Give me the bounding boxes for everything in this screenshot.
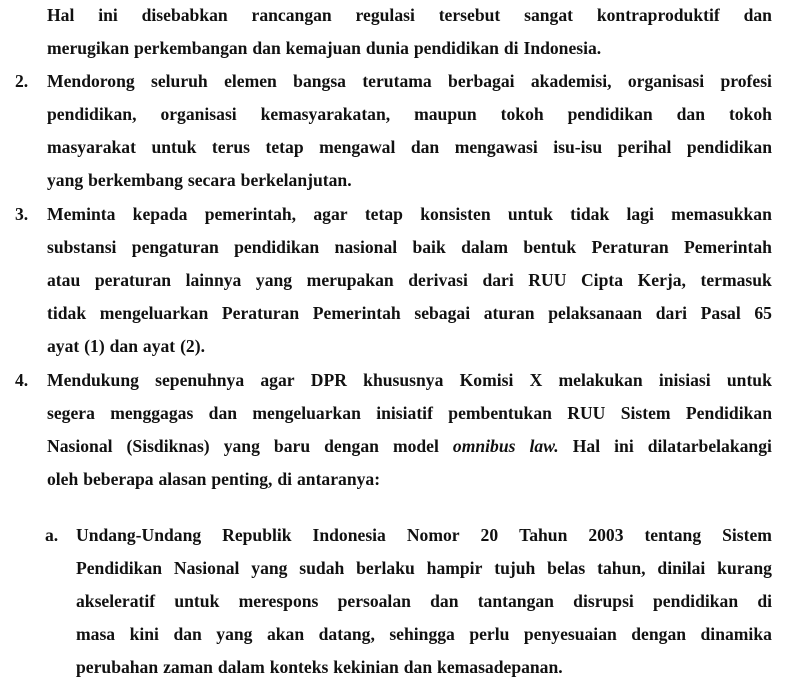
word: substansi (47, 237, 117, 257)
word: bangsa (293, 71, 346, 91)
word: Peraturan (221, 303, 300, 323)
word: alasan (158, 469, 207, 489)
word: disebabkan (141, 5, 228, 25)
word: Sistem (722, 525, 772, 545)
word: baru (273, 436, 311, 456)
word: di (503, 38, 519, 58)
word: penyesuaian (523, 624, 617, 644)
word: sudah (299, 558, 345, 578)
item-number: 2. (15, 71, 29, 91)
word: Nomor (406, 525, 460, 545)
word: pendidikan (567, 104, 653, 124)
word: Peraturan (591, 237, 669, 257)
word: akseleratif (76, 591, 156, 611)
italic-term: omnibus (452, 436, 516, 456)
word: isu-isu (553, 137, 603, 157)
word: RUU (567, 403, 606, 423)
word: inisiatif (376, 403, 433, 423)
word: ayat (142, 336, 176, 356)
word: dan (109, 336, 138, 356)
word: mengeluarkan (99, 303, 209, 323)
word: 65 (754, 303, 772, 323)
word: DPR (310, 370, 347, 390)
word: RUU (528, 270, 567, 290)
word: elemen (224, 71, 277, 91)
word: yang (251, 558, 288, 578)
word: sebagai (414, 303, 471, 323)
word: ini (614, 436, 634, 456)
word: konsisten (420, 204, 491, 224)
word: segera (47, 403, 95, 423)
word: bentuk (523, 237, 577, 257)
text-line (76, 552, 772, 585)
word: agar (260, 370, 295, 390)
word: Republik (222, 525, 292, 545)
word: di (277, 469, 293, 489)
word: seluruh (151, 71, 208, 91)
word: nasional (334, 237, 398, 257)
word: pelaksanaan (548, 303, 643, 323)
text-line (47, 330, 772, 363)
word: yang (216, 624, 253, 644)
word: termasuk (700, 270, 772, 290)
word: tetap (364, 204, 403, 224)
text-line (47, 98, 772, 131)
word: Indonesia. (523, 38, 602, 58)
word: kekinian (333, 657, 399, 677)
word: pendidikan (413, 38, 499, 58)
word: lagi (626, 204, 654, 224)
word: melakukan (558, 370, 643, 390)
word: Hal (47, 5, 75, 25)
word: dan (173, 624, 202, 644)
word: konteks (269, 657, 329, 677)
word: pendidikan (653, 591, 739, 611)
word: Pendidikan (76, 558, 163, 578)
word: di (757, 591, 772, 611)
word: agar (313, 204, 348, 224)
word: untuk (507, 204, 553, 224)
word: berkelanjutan. (240, 170, 352, 190)
word: dalam (217, 657, 265, 677)
word: berlaku (356, 558, 415, 578)
word: 20 (480, 525, 499, 545)
word: regulasi (355, 5, 415, 25)
item-number: 4. (15, 370, 29, 390)
word: mengawasi (454, 137, 538, 157)
text-line (47, 463, 772, 496)
word: disrupsi (573, 591, 634, 611)
word: Pasal (700, 303, 741, 323)
word: kemajuan (285, 38, 361, 58)
word: penting, (211, 469, 273, 489)
word: pendidikan (234, 237, 320, 257)
word: profesi (720, 71, 772, 91)
word: perihal (617, 137, 672, 157)
word: sepenuhnya (155, 370, 245, 390)
word: Pemerintah (684, 237, 772, 257)
word: terutama (362, 71, 432, 91)
text-line (47, 164, 772, 197)
word: yang (47, 170, 84, 190)
word: perkembangan (134, 38, 248, 58)
italic-term: law. (529, 436, 559, 456)
word: kurang (717, 558, 772, 578)
word: dengan (631, 624, 687, 644)
word: atau (47, 270, 81, 290)
word: Sistem (620, 403, 671, 423)
word: dinilai (657, 558, 706, 578)
word: pembentukan (448, 403, 552, 423)
word: lainnya (185, 270, 242, 290)
word: tahun, (597, 558, 646, 578)
text-line (47, 131, 772, 164)
word: merugikan (47, 38, 130, 58)
word: secara (187, 170, 236, 190)
word: tetap (265, 137, 304, 157)
word: mengawal (319, 137, 396, 157)
word: dan (403, 657, 433, 677)
word: inisiasi (658, 370, 711, 390)
word: baik (412, 237, 446, 257)
word: Nasional (173, 558, 240, 578)
word: menggagas (110, 403, 194, 423)
text-line (47, 231, 772, 264)
word: perubahan (76, 657, 159, 677)
word: tantangan (477, 591, 554, 611)
word: merespons (238, 591, 319, 611)
word: Tahun (519, 525, 568, 545)
word: pemerintah, (204, 204, 297, 224)
word: (Sisdiknas) (126, 436, 210, 456)
word: dan (208, 403, 238, 423)
word: khususnya (363, 370, 444, 390)
text-line (76, 618, 772, 651)
word: tujuh (494, 558, 536, 578)
word: sangat (524, 5, 573, 25)
word: dilatarbelakangi (647, 436, 772, 456)
word: untuk (726, 370, 772, 390)
word: pendidikan (686, 137, 772, 157)
word: datang, (318, 624, 375, 644)
word: tokoh (728, 104, 772, 124)
word: untuk (151, 137, 197, 157)
word: rancangan (251, 5, 332, 25)
word: persoalan (337, 591, 411, 611)
word: memasukkan (671, 204, 772, 224)
item-number: 3. (15, 204, 29, 224)
word: merupakan (306, 270, 394, 290)
word: dan (410, 137, 440, 157)
word: Mendorong (47, 71, 135, 91)
word: dari (482, 270, 514, 290)
word: X (529, 370, 543, 390)
text-line (47, 264, 772, 297)
word: kini (129, 624, 159, 644)
word: zaman (163, 657, 213, 677)
text-line (76, 519, 772, 552)
word: tidak (570, 204, 610, 224)
word: dan (252, 38, 281, 58)
word: perlu (469, 624, 510, 644)
word: sehingga (389, 624, 455, 644)
text-line (47, 364, 772, 397)
word: Mendukung (47, 370, 139, 390)
word: berkembang (88, 170, 183, 190)
text-line (76, 651, 772, 684)
word: tidak (47, 303, 87, 323)
word: Kerja, (637, 270, 686, 290)
word: (1) (84, 336, 105, 356)
word: yang (255, 270, 293, 290)
word: terus (211, 137, 251, 157)
word: dinamika (700, 624, 772, 644)
text-line (76, 585, 772, 618)
word: dunia (365, 38, 409, 58)
word: tokoh (500, 104, 544, 124)
word: beberapa (83, 469, 154, 489)
word: dengan (324, 436, 379, 456)
word: yang (223, 436, 260, 456)
text-line (47, 397, 772, 430)
word: Pemerintah (312, 303, 401, 323)
word: berbagai (448, 71, 515, 91)
word: masyarakat (47, 137, 136, 157)
word: kontraproduktif (596, 5, 720, 25)
word: dari (655, 303, 688, 323)
sub-item-letter: a. (45, 525, 59, 545)
word: Komisi (459, 370, 514, 390)
text-line-mixed (47, 430, 772, 463)
word: dalam (461, 237, 508, 257)
word: oleh (47, 469, 79, 489)
word: Hal (572, 436, 601, 456)
word: akan (266, 624, 305, 644)
word: masa (76, 624, 116, 644)
word: kepada (132, 204, 188, 224)
word: maupun (414, 104, 477, 124)
word: 2003 (588, 525, 624, 545)
word: (2). (180, 336, 205, 356)
word: belas (547, 558, 586, 578)
word: organisasi (160, 104, 237, 124)
word: tentang (644, 525, 702, 545)
word: antaranya: (296, 469, 381, 489)
word: mengeluarkan (252, 403, 361, 423)
word: pendidikan, (47, 104, 137, 124)
word: tersebut (438, 5, 501, 25)
word: pengaturan (131, 237, 219, 257)
text-line (47, 32, 772, 65)
word: Meminta (47, 204, 116, 224)
word: aturan (483, 303, 535, 323)
word: kemasyarakatan, (260, 104, 391, 124)
text-line (47, 65, 772, 98)
word: dan (430, 591, 459, 611)
text-line (47, 198, 772, 231)
word: peraturan (94, 270, 172, 290)
text-line (47, 0, 772, 32)
word: dan (676, 104, 705, 124)
word: organisasi (627, 71, 705, 91)
word: hampir (426, 558, 483, 578)
word: Undang-Undang (76, 525, 202, 545)
word: model (392, 436, 439, 456)
word: Indonesia (312, 525, 386, 545)
word: derivasi (408, 270, 468, 290)
word: ini (98, 5, 118, 25)
word: Pendidikan (685, 403, 772, 423)
word: akademisi, (530, 71, 612, 91)
word: Cipta (580, 270, 624, 290)
word: kemasadepanan. (437, 657, 563, 677)
word: Nasional (47, 436, 113, 456)
word: ayat (47, 336, 80, 356)
word: dan (743, 5, 772, 25)
word: untuk (174, 591, 220, 611)
text-line (47, 297, 772, 330)
